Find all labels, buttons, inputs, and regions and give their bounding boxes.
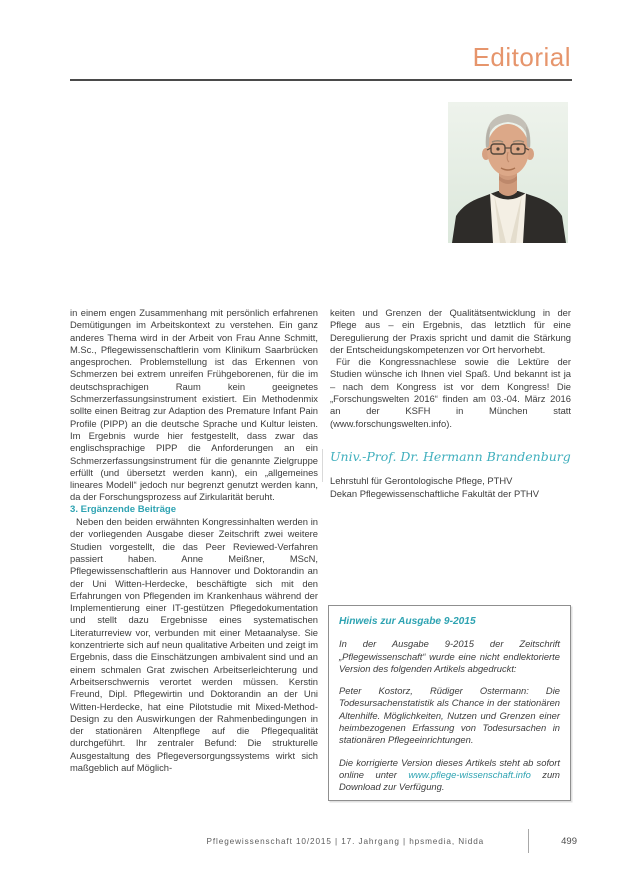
notice-box-paragraph: In der Ausgabe 9-2015 der Zeitschrift „Pflegewissenschaft“ wurde eine nicht endlektorierte Version des folgenden Artikels abgedruckt: <box>339 638 560 674</box>
header-rule <box>70 79 572 81</box>
notice-box <box>328 605 571 801</box>
page-title: Editorial <box>472 42 571 72</box>
notice-text-after-link: zum Download zur Verfügung. <box>339 768 560 793</box>
footer-divider <box>528 829 529 853</box>
footer-journal-line: Pflegewissenschaft 10/2015 | 17. Jahrgang | hpsmedia, Nidda <box>206 836 485 846</box>
section-heading-ergaenzende-beitraege: 3. Ergänzende Beiträge <box>70 503 177 515</box>
body-paragraph: Neben den beiden erwähnten Kongressinhalten werden in der vorliegenden Ausgabe dieser Zeitschrift zwei weitere Studien vorgestellt, die das Peer Reviewed-Verfahren passiert haben. Anne Meißner, MScN, Pflegewissenschaftlerin aus Hannover und Doktorandin an der Uni Witten-Herdecke, beschäftigte sich mit den Erfahrungen von Pflegenden im Krankenhaus während der Implementierung einer IT-gestützen Pflegedokumentation und stellt dazu Ergebnisse eines systematischen Literaturreview vor, verbunden mit einer Metaanalyse. Sie konzentrierte sich auf neun qualitative Arbeiten und zeigt im Ergebnis, dass die Einschätzungen ambivalent sind und an einem schmalen Grat zwischen Arbeitserleichterung und Arbeitserschwernis verortet werden müssen. Kerstin Freund, Dipl. Pflegewirtin und Doktorandin an der Uni Witten-Herdecke, hat eine Pilotstudie mit Mixed-Method-Design zu den Auswirkungen der Rahmenbedingungen in der stationären Altenpflege auf die Pflegequalität durchgeführt. Ihr zentraler Befund: Die strukturelle Ausgestaltung des Pflegeversorgungssystems wirkt sich maßgeblich auf Möglich- <box>70 516 318 773</box>
notice-box-link[interactable]: www.pflege-wissenschaft.info <box>408 768 531 780</box>
text-column-left <box>70 307 318 774</box>
notice-box-paragraph <box>339 757 560 794</box>
body-paragraph: Für die Kongressnachlese sowie die Lektüre der Studien wünsche ich Ihnen viel Spaß. Und bekannt ist ja – nach dem Kongress ist vor dem Kongress! Die „Forschungswelten 2016“ finden am 03.-04. März 2016 an der KSFH in München statt (www.forschungswelten.info). <box>330 356 571 429</box>
text-column-right <box>330 307 571 500</box>
affiliation-line-1: Lehrstuhl für Gerontologische Pflege, PTHV <box>330 474 513 486</box>
author-signature: Univ.-Prof. Dr. Hermann Brandenburg <box>330 448 571 464</box>
notice-box-title: Hinweis zur Ausgabe 9-2015 <box>339 616 476 627</box>
footer-page-number: 499 <box>561 835 577 847</box>
notice-text-before-link: Die korrigierte Version dieses Artikels steht ab sofort online unter <box>339 756 560 780</box>
notice-box-paragraph: Peter Kostorz, Rüdiger Ostermann: Die Todesursachenstatistik als Chance in der stationären Altenhilfe. Möglichkeiten, Nutzen und Grenzen einer heimbezogenen Erfassung von Todesursachen in stationären Pflegeeinrichtungen. <box>339 685 560 746</box>
signature-rule <box>322 449 323 482</box>
page-footer <box>70 827 577 855</box>
author-affiliation <box>330 475 571 500</box>
author-portrait-photo <box>448 102 568 243</box>
affiliation-line-2: Dekan Pflegewissenschaftliche Fakultät der PTHV <box>330 487 539 499</box>
portrait-illustration <box>448 102 568 243</box>
body-paragraph: in einem engen Zusammenhang mit persönlich erfahrenen Demütigungen im Arbeitskontext zu verstehen. Ein ganz anderes Thema wird in der Arbeit von Frau Anne Schmitt, M.Sc., Pflegewissenschaftlerin vom Klinikum Saarbrücken angesprochen. Problemstellung ist das Erkennen von Schmerzen bei extrem unreifen Frühgeborenen, für die im deutschsprachigen Raum kein geeignetes Schmerzerfassungsinstrument existiert. Ein Methodenmix sollte einen Beitrag zur Adaption des Premature Infant Pain Profile (PIPP) an die deutsche Sprache und Kultur leisten. Im Ergebnis wurde hier festgestellt, dass zwar das englischsprachige PIPP die Anforderungen an ein Schmerzerfassungsinstrument für die genannte Zielgruppe erfüllt (und übersetzt werden kann), ein „allgemeines lineares Modell“ jedoch nur begrenzt genutzt werden kann, da der Forschungsprozess auf Zirkularität beruht. <box>70 307 318 503</box>
body-paragraph: keiten und Grenzen der Qualitätsentwicklung in der Pflege aus – ein Ergebnis, das letztlich für eine Deregulierung der Praxis spricht und damit die Stärkung der Entscheidungskompetenzen vor Ort hervorhebt. <box>330 307 571 355</box>
